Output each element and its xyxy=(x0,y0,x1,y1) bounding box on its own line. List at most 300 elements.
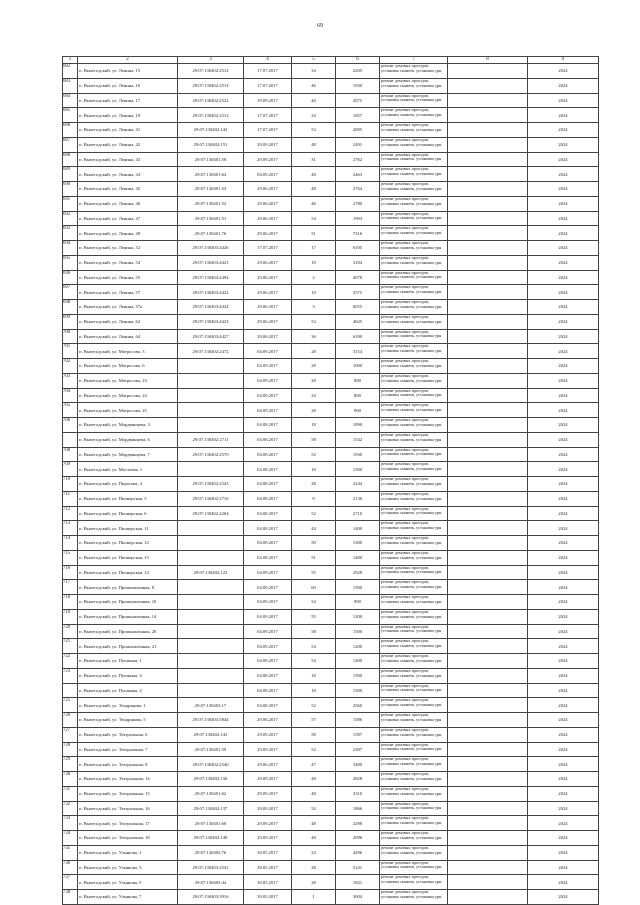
count-cell: 48 xyxy=(292,786,336,801)
table-row xyxy=(63,373,599,388)
empty-cell xyxy=(448,727,528,742)
date-cell: 17.07.2017 xyxy=(244,78,292,93)
row-number: 712 xyxy=(63,506,78,521)
work-description-cell: ремонт домовых проездов, установка скамеек, установка урн xyxy=(380,373,448,388)
empty-cell xyxy=(448,137,528,152)
table-row xyxy=(63,772,599,787)
area-cell: 4296 xyxy=(336,845,380,860)
col-header: 2 xyxy=(78,57,178,64)
col-header: 6 xyxy=(336,57,380,64)
address-cell: п. Вычегодский, ул. Пионерская, 11 xyxy=(78,521,178,536)
table-row xyxy=(63,698,599,713)
work-description-cell: ремонт домовых проездов, установка скамеек, установка урн xyxy=(380,152,448,167)
work-description-cell: ремонт домовых проездов, установка скамеек, установка урн xyxy=(380,432,448,447)
empty-cell xyxy=(448,314,528,329)
cadastral-number-cell: 29:07:130402:2512 xyxy=(178,64,244,79)
address-cell: п. Вычегодский, ул. Пионерская, 13 xyxy=(78,550,178,565)
table-row xyxy=(63,580,599,595)
count-cell: 10 xyxy=(292,285,336,300)
work-description-cell: ремонт домовых проездов, установка скамеек, установка урн xyxy=(380,285,448,300)
year-cell: 2024 xyxy=(528,447,599,462)
date-cell: 29.09.2017 xyxy=(244,816,292,831)
area-cell: 1586 xyxy=(336,713,380,728)
row-number: 711 xyxy=(63,491,78,506)
area-cell: 2828 xyxy=(336,772,380,787)
cadastral-number-cell: 29:07:130401:53 xyxy=(178,182,244,197)
cadastral-number-cell: 29:07:130402:156 xyxy=(178,772,244,787)
area-cell: 2244 xyxy=(336,477,380,492)
row-number: 713 xyxy=(63,521,78,536)
cadastral-number-cell: 29:07:130403:44 xyxy=(178,875,244,890)
cadastral-number-cell xyxy=(178,624,244,639)
empty-cell xyxy=(448,624,528,639)
row-number: 689 xyxy=(63,167,78,182)
empty-cell xyxy=(448,860,528,875)
date-cell: 29.06.2017 xyxy=(244,226,292,241)
table-row xyxy=(63,137,599,152)
year-cell: 2024 xyxy=(528,314,599,329)
table-row xyxy=(63,506,599,521)
address-cell: п. Вычегодский, ул. Ульянова, 5 xyxy=(78,875,178,890)
address-cell: п. Вычегодский, ул. Промышленная, 14 xyxy=(78,609,178,624)
cadastral-number-cell: 29:07:130403:4422 xyxy=(178,285,244,300)
table-row xyxy=(63,536,599,551)
table-row xyxy=(63,418,599,433)
area-cell: 3104 xyxy=(336,255,380,270)
year-cell: 2024 xyxy=(528,639,599,654)
date-cell: 29.09.2017 xyxy=(244,772,292,787)
address-cell: п. Вычегодский, ул. Ленина, 19 xyxy=(78,108,178,123)
empty-cell xyxy=(448,329,528,344)
cadastral-number-cell: 29:07:130402:153 xyxy=(178,137,244,152)
date-cell: 17.07.2017 xyxy=(244,108,292,123)
count-cell: 28 xyxy=(292,373,336,388)
date-cell: 04.09.2017 xyxy=(244,167,292,182)
table-row xyxy=(63,786,599,801)
count-cell: 50 xyxy=(292,536,336,551)
address-cell: п. Вычегодский, ул. Ленина, 52 xyxy=(78,241,178,256)
area-cell: 1542 xyxy=(336,432,380,447)
empty-cell xyxy=(448,432,528,447)
empty-cell xyxy=(448,683,528,698)
date-cell: 29.09.2017 xyxy=(244,152,292,167)
empty-cell xyxy=(448,506,528,521)
count-cell: 17 xyxy=(292,241,336,256)
year-cell: 2024 xyxy=(528,64,599,79)
cadastral-number-cell: 29:07:130403:4421 xyxy=(178,255,244,270)
date-cell: 04.09.2017 xyxy=(244,359,292,374)
cadastral-number-cell xyxy=(178,373,244,388)
date-cell: 29.06.2017 xyxy=(244,329,292,344)
year-cell: 2024 xyxy=(528,196,599,211)
table-row xyxy=(63,329,599,344)
year-cell: 2024 xyxy=(528,418,599,433)
work-description-cell: ремонт домовых проездов, установка скамеек, установка урн xyxy=(380,860,448,875)
table-row xyxy=(63,226,599,241)
count-cell: 48 xyxy=(292,182,336,197)
cadastral-number-cell xyxy=(178,609,244,624)
row-number: 738 xyxy=(63,890,78,905)
area-cell: 6055 xyxy=(336,300,380,315)
table-row xyxy=(63,860,599,875)
row-number: 700 xyxy=(63,329,78,344)
address-cell: п. Вычегодский, ул. Ленина, 55 xyxy=(78,270,178,285)
address-cell: п. Вычегодский, ул. Пионерская, 5 xyxy=(78,491,178,506)
table-row xyxy=(63,432,599,447)
row-number xyxy=(63,683,78,698)
address-cell: п. Вычегодский, ул. Ленина, 15 xyxy=(78,64,178,79)
cadastral-number-cell: 29:07:130401:58 xyxy=(178,152,244,167)
year-cell: 2024 xyxy=(528,521,599,536)
count-cell: 40 xyxy=(292,93,336,108)
count-cell: 58 xyxy=(292,727,336,742)
work-description-cell: ремонт домовых проездов, установка скамеек, установка урн xyxy=(380,565,448,580)
cadastral-number-cell: 29:07:130402:2716 xyxy=(178,491,244,506)
work-description-cell: ремонт домовых проездов, установка скамеек, установка урн xyxy=(380,314,448,329)
cadastral-number-cell: 29:07:130403:4426 xyxy=(178,241,244,256)
table-row xyxy=(63,78,599,93)
row-number: 735 xyxy=(63,845,78,860)
address-cell: п. Вычегодский, ул. Мордвинцева, 3 xyxy=(78,418,178,433)
date-cell: 29.06.2017 xyxy=(244,196,292,211)
date-cell: 04.08.2017 xyxy=(244,477,292,492)
table-row xyxy=(63,639,599,654)
date-cell: 17.07.2017 xyxy=(244,241,292,256)
count-cell: 58 xyxy=(292,432,336,447)
cadastral-number-cell: 29:07:130402:144 xyxy=(178,123,244,138)
address-cell: п. Вычегодский, ул. Промышленная, 21 xyxy=(78,639,178,654)
row-number: 692 xyxy=(63,211,78,226)
work-description-cell: ремонт домовых проездов, установка скамеек, установка урн xyxy=(380,521,448,536)
table-row xyxy=(63,845,599,860)
work-description-cell: ремонт домовых проездов, установка скамеек, установка урн xyxy=(380,742,448,757)
row-number: 731 xyxy=(63,786,78,801)
count-cell: 34 xyxy=(292,388,336,403)
row-number: 699 xyxy=(63,314,78,329)
date-cell: 04.09.2017 xyxy=(244,595,292,610)
area-cell: 3480 xyxy=(336,757,380,772)
empty-cell xyxy=(448,64,528,79)
empty-cell xyxy=(448,595,528,610)
date-cell: 04.08.2017 xyxy=(244,550,292,565)
cadastral-number-cell: 29:07:130403:4494 xyxy=(178,270,244,285)
date-cell: 04.08.2017 xyxy=(244,491,292,506)
table-row xyxy=(63,64,599,79)
cadastral-number-cell: 29:07:130403:3916 xyxy=(178,890,244,905)
count-cell: 52 xyxy=(292,801,336,816)
year-cell: 2024 xyxy=(528,477,599,492)
count-cell: 52 xyxy=(292,506,336,521)
row-number: 687 xyxy=(63,137,78,152)
area-cell: 1821 xyxy=(336,875,380,890)
col-header: 3 xyxy=(178,57,244,64)
empty-cell xyxy=(448,521,528,536)
area-cell: 7316 xyxy=(336,226,380,241)
row-number: 723 xyxy=(63,668,78,683)
work-description-cell: ремонт домовых проездов, установка скамеек, установка урн xyxy=(380,388,448,403)
table-row xyxy=(63,727,599,742)
table-row xyxy=(63,152,599,167)
col-header: 8 xyxy=(448,57,528,64)
count-cell: 60 xyxy=(292,580,336,595)
row-number: 709 xyxy=(63,462,78,477)
empty-cell xyxy=(448,550,528,565)
work-description-cell: ремонт домовых проездов, установка скамеек, установка урн xyxy=(380,786,448,801)
cadastral-number-cell: 29:07:130403:4423 xyxy=(178,314,244,329)
work-description-cell: ремонт домовых проездов, установка скамеек, установка урн xyxy=(380,816,448,831)
cadastral-number-cell xyxy=(178,668,244,683)
area-cell: 1200 xyxy=(336,609,380,624)
work-description-cell: ремонт домовых проездов, установка скамеек, установка урн xyxy=(380,270,448,285)
row-number: 705 xyxy=(63,403,78,418)
work-description-cell: ремонт домовых проездов, установка скамеек, установка урн xyxy=(380,167,448,182)
count-cell: 2 xyxy=(292,270,336,285)
count-cell: 52 xyxy=(292,447,336,462)
area-cell: 1400 xyxy=(336,550,380,565)
row-number: 704 xyxy=(63,388,78,403)
area-cell: 800 xyxy=(336,388,380,403)
row-number: 725 xyxy=(63,698,78,713)
area-cell: 2762 xyxy=(336,152,380,167)
cadastral-number-cell xyxy=(178,654,244,669)
work-description-cell: ремонт домовых проездов, установка скамеек, установка урн xyxy=(380,477,448,492)
empty-cell xyxy=(448,300,528,315)
cadastral-number-cell: 29:07:130401:52 xyxy=(178,196,244,211)
area-cell: 1500 xyxy=(336,462,380,477)
count-cell: 31 xyxy=(292,152,336,167)
empty-cell xyxy=(448,226,528,241)
date-cell: 29.06.2017 xyxy=(244,713,292,728)
year-cell: 2024 xyxy=(528,683,599,698)
count-cell: 3 xyxy=(292,300,336,315)
area-cell: 2764 xyxy=(336,182,380,197)
address-cell: п. Вычегодский, ул. Матросова, 25 xyxy=(78,403,178,418)
year-cell: 2024 xyxy=(528,816,599,831)
count-cell: 18 xyxy=(292,418,336,433)
empty-cell xyxy=(448,344,528,359)
row-number: 720 xyxy=(63,624,78,639)
row-number: 714 xyxy=(63,536,78,551)
address-cell: п. Вычегодский, ул. Ленина, 64 xyxy=(78,329,178,344)
count-cell: 18 xyxy=(292,255,336,270)
work-description-cell: ремонт домовых проездов, установка скамеек, установка урн xyxy=(380,226,448,241)
year-cell: 2024 xyxy=(528,772,599,787)
address-cell: п. Вычегодский, ул. Мостовая, 1 xyxy=(78,462,178,477)
area-cell: 1500 xyxy=(336,580,380,595)
row-number: 690 xyxy=(63,182,78,197)
date-cell: 04.09.2017 xyxy=(244,580,292,595)
work-description-cell: ремонт домовых проездов, установка скамеек, установка урн xyxy=(380,845,448,860)
date-cell: 29.06.2017 xyxy=(244,285,292,300)
area-cell: 3575 xyxy=(336,285,380,300)
year-cell: 2024 xyxy=(528,506,599,521)
year-cell: 2024 xyxy=(528,713,599,728)
date-cell: 04.09.2017 xyxy=(244,609,292,624)
area-cell: 4078 xyxy=(336,270,380,285)
count-cell: 28 xyxy=(292,359,336,374)
empty-cell xyxy=(448,211,528,226)
area-cell: 1890 xyxy=(336,418,380,433)
work-description-cell: ремонт домовых проездов, установка скамеек, установка урн xyxy=(380,241,448,256)
year-cell: 2024 xyxy=(528,152,599,167)
area-cell: 1993 xyxy=(336,211,380,226)
address-cell: п. Вычегодский, ул. Ленина, 45 xyxy=(78,182,178,197)
year-cell: 2024 xyxy=(528,359,599,374)
area-cell: 1200 xyxy=(336,639,380,654)
area-cell: 800 xyxy=(336,373,380,388)
area-cell: 1000 xyxy=(336,359,380,374)
work-description-cell: ремонт домовых проездов, установка скамеек, установка урн xyxy=(380,727,448,742)
work-description-cell: ремонт домовых проездов, установка скамеек, установка урн xyxy=(380,595,448,610)
cadastral-number-cell xyxy=(178,359,244,374)
table-row xyxy=(63,255,599,270)
work-description-cell: ремонт домовых проездов, установка скамеек, установка урн xyxy=(380,875,448,890)
empty-cell xyxy=(448,93,528,108)
work-description-cell: ремонт домовых проездов, установка скамеек, установка урн xyxy=(380,93,448,108)
date-cell: 29.06.2017 xyxy=(244,255,292,270)
area-cell: 3004 xyxy=(336,890,380,905)
cadastral-number-cell: 29:07:130403:76 xyxy=(178,845,244,860)
address-cell: п. Вычегодский, ул. Тендрякова, 5 xyxy=(78,713,178,728)
empty-cell xyxy=(448,639,528,654)
year-cell: 2024 xyxy=(528,727,599,742)
cadastral-number-cell: 29:07:130401:59 xyxy=(178,742,244,757)
count-cell: 53 xyxy=(292,314,336,329)
year-cell: 2024 xyxy=(528,845,599,860)
cadastral-number-cell xyxy=(178,462,244,477)
table-row xyxy=(63,521,599,536)
area-cell: 1930 xyxy=(336,78,380,93)
work-description-cell: ремонт домовых проездов, установка скамеек, установка урн xyxy=(380,550,448,565)
year-cell: 2024 xyxy=(528,757,599,772)
table-row xyxy=(63,713,599,728)
col-header: 9 xyxy=(528,57,599,64)
count-cell: 36 xyxy=(292,329,336,344)
date-cell: 04.09.2017 xyxy=(244,373,292,388)
cadastral-number-cell xyxy=(178,683,244,698)
cadastral-number-cell: 29:07:130402:2543 xyxy=(178,477,244,492)
cadastral-number-cell: 29:07:130403:17 xyxy=(178,698,244,713)
year-cell: 2024 xyxy=(528,890,599,905)
address-cell: п. Вычегодский, ул. Ульянова, 1 xyxy=(78,845,178,860)
date-cell: 29.09.2017 xyxy=(244,786,292,801)
empty-cell xyxy=(448,698,528,713)
date-cell: 29.09.2017 xyxy=(244,831,292,846)
table-row xyxy=(63,359,599,374)
year-cell: 2024 xyxy=(528,698,599,713)
date-cell: 04.08.2017 xyxy=(244,447,292,462)
table-row xyxy=(63,668,599,683)
year-cell: 2024 xyxy=(528,624,599,639)
area-cell: 2928 xyxy=(336,565,380,580)
date-cell: 29.06.2017 xyxy=(244,270,292,285)
empty-cell xyxy=(448,713,528,728)
area-cell: 2005 xyxy=(336,123,380,138)
count-cell: 48 xyxy=(292,167,336,182)
cadastral-number-cell xyxy=(178,536,244,551)
date-cell: 04.08.2017 xyxy=(244,536,292,551)
year-cell: 2024 xyxy=(528,801,599,816)
row-number: 710 xyxy=(63,477,78,492)
row-number: 717 xyxy=(63,580,78,595)
col-header: 5 xyxy=(292,57,336,64)
address-cell: п. Вычегодский, ул. Ульянова, 3 xyxy=(78,860,178,875)
cadastral-number-cell xyxy=(178,595,244,610)
address-cell: п. Вычегодский, ул. Ленина, 42 xyxy=(78,137,178,152)
row-number: 727 xyxy=(63,727,78,742)
area-cell: 2136 xyxy=(336,491,380,506)
count-cell: 46 xyxy=(292,196,336,211)
date-cell: 29.06.2017 xyxy=(244,757,292,772)
empty-cell xyxy=(448,255,528,270)
table-row xyxy=(63,890,599,905)
table-row xyxy=(63,300,599,315)
work-description-cell: ремонт домовых проездов, установка скамеек, установка урн xyxy=(380,668,448,683)
work-description-cell: ремонт домовых проездов, установка скамеек, установка урн xyxy=(380,255,448,270)
year-cell: 2024 xyxy=(528,123,599,138)
address-cell: п. Вычегодский, ул. Тендрякова, 1 xyxy=(78,698,178,713)
empty-cell xyxy=(448,108,528,123)
year-cell: 2024 xyxy=(528,285,599,300)
year-cell: 2024 xyxy=(528,137,599,152)
year-cell: 2024 xyxy=(528,550,599,565)
count-cell: 18 xyxy=(292,683,336,698)
count-cell: 28 xyxy=(292,860,336,875)
year-cell: 2024 xyxy=(528,241,599,256)
table-row xyxy=(63,182,599,197)
year-cell: 2024 xyxy=(528,742,599,757)
count-cell: 53 xyxy=(292,123,336,138)
table-row xyxy=(63,211,599,226)
date-cell: 17.07.2017 xyxy=(244,64,292,79)
area-cell: 1587 xyxy=(336,727,380,742)
row-number: 703 xyxy=(63,373,78,388)
address-cell: п. Вычегодский, ул. Театральная, 8 xyxy=(78,757,178,772)
cadastral-number-cell: 29:07:130402:2711 xyxy=(178,432,244,447)
work-description-cell: ремонт домовых проездов, установка скамеек, установка урн xyxy=(380,211,448,226)
row-number: 722 xyxy=(63,654,78,669)
row-number: 683 xyxy=(63,78,78,93)
row-number: 698 xyxy=(63,300,78,315)
row-number: 736 xyxy=(63,860,78,875)
empty-cell xyxy=(448,123,528,138)
table-row xyxy=(63,757,599,772)
count-cell: 18 xyxy=(292,668,336,683)
work-description-cell: ремонт домовых проездов, установка скамеек, установка урн xyxy=(380,624,448,639)
date-cell: 29.09.2017 xyxy=(244,801,292,816)
address-cell: п. Вычегодский, ул. Ленина, 57 xyxy=(78,285,178,300)
area-cell: 2780 xyxy=(336,196,380,211)
count-cell: 55 xyxy=(292,609,336,624)
col-header: 7 xyxy=(380,57,448,64)
row-number: 732 xyxy=(63,801,78,816)
area-cell: 1930 xyxy=(336,447,380,462)
work-description-cell: ремонт домовых проездов, установка скамеек, установка урн xyxy=(380,418,448,433)
area-cell: 2710 xyxy=(336,506,380,521)
cadastral-number-cell xyxy=(178,639,244,654)
empty-cell xyxy=(448,845,528,860)
row-number: 719 xyxy=(63,609,78,624)
work-description-cell: ремонт домовых проездов, установка скамеек, установка урн xyxy=(380,831,448,846)
row-number: 691 xyxy=(63,196,78,211)
address-cell: п. Вычегодский, ул. Матросова, 3 xyxy=(78,344,178,359)
count-cell: 28 xyxy=(292,477,336,492)
address-cell: п. Вычегодский, ул. Театральная, 17 xyxy=(78,816,178,831)
cadastral-number-cell: 29:07:130402:2514 xyxy=(178,78,244,93)
table-row xyxy=(63,654,599,669)
area-cell: 2307 xyxy=(336,742,380,757)
count-cell: 46 xyxy=(292,78,336,93)
